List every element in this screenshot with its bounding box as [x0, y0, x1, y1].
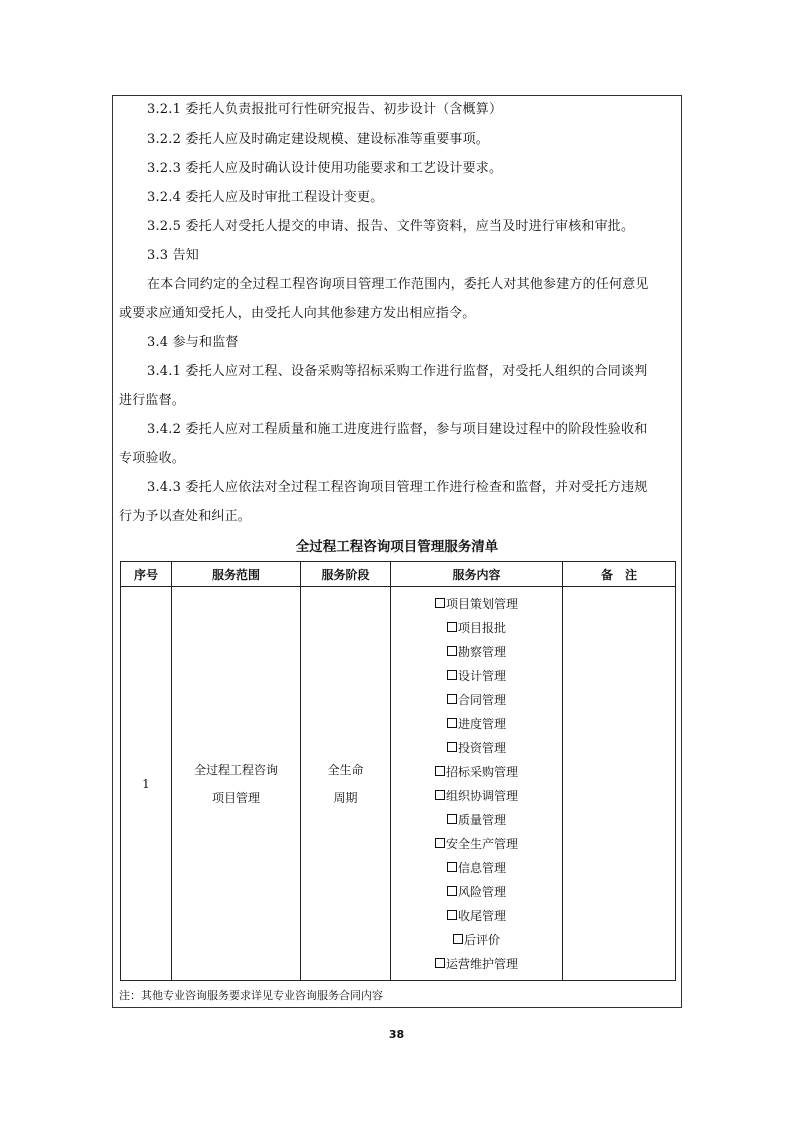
clause-3-3-text-line1: 在本合同约定的全过程工程咨询项目管理工作范围内，委托人对其他参建方的任何意见: [147, 277, 649, 292]
checkbox-icon[interactable]: [435, 598, 445, 608]
table-row: [121, 587, 676, 981]
list-item[interactable]: 招标采购管理: [391, 760, 562, 784]
list-item[interactable]: 设计管理: [391, 664, 562, 688]
header-index: 序号: [121, 562, 172, 587]
header-stage: 服务阶段: [301, 562, 391, 587]
row-stage-line1: 全生命: [327, 762, 364, 777]
list-item[interactable]: 运营维护管理: [391, 952, 562, 976]
list-item[interactable]: 组织协调管理: [391, 784, 562, 808]
checkbox-icon[interactable]: [447, 622, 457, 632]
section-3-4-heading: 3.4 参与和监督: [147, 335, 239, 350]
checkbox-icon[interactable]: [447, 718, 457, 728]
table-note: 注：其他专业咨询服务要求详见专业咨询服务合同内容: [119, 989, 383, 1002]
list-item[interactable]: 项目策划管理: [391, 592, 562, 616]
list-item[interactable]: 勘察管理: [391, 640, 562, 664]
list-item[interactable]: 项目报批: [391, 616, 562, 640]
clause-3-4-1-line2: 进行监督。: [119, 393, 186, 408]
list-item[interactable]: 风险管理: [391, 880, 562, 904]
row-scope: [172, 587, 301, 981]
row-scope-line1: 全过程工程咨询: [193, 762, 278, 777]
list-item[interactable]: 收尾管理: [391, 904, 562, 928]
list-item[interactable]: 合同管理: [391, 688, 562, 712]
row-stage-line2: 周期: [333, 790, 358, 805]
clause-3-2-2: 3.2.2 委托人应及时确定建设规模、建设标准等重要事项。: [147, 132, 490, 147]
checkbox-icon[interactable]: [447, 646, 457, 656]
clause-3-3-text-line2: 或要求应通知受托人，由受托人向其他参建方发出相应指令。: [119, 306, 476, 321]
list-item[interactable]: 后评价: [391, 928, 562, 952]
list-item[interactable]: 进度管理: [391, 712, 562, 736]
header-remark: 备 注: [563, 562, 676, 587]
row-index: 1: [121, 587, 172, 981]
checkbox-icon[interactable]: [453, 934, 463, 944]
service-table: [120, 561, 676, 981]
list-item[interactable]: 质量管理: [391, 808, 562, 832]
list-item[interactable]: 信息管理: [391, 856, 562, 880]
checkbox-icon[interactable]: [447, 862, 457, 872]
clause-3-2-3: 3.2.3 委托人应及时确认设计使用功能要求和工艺设计要求。: [147, 161, 503, 176]
checkbox-icon[interactable]: [447, 742, 457, 752]
clause-3-2-4: 3.2.4 委托人应及时审批工程设计变更。: [147, 190, 384, 205]
row-content: [391, 587, 563, 981]
section-3-3-heading: 3.3 告知: [147, 248, 200, 263]
clause-3-4-2-line1: 3.4.2 委托人应对工程质量和施工进度进行监督，参与项目建设过程中的阶段性验收和: [147, 422, 648, 437]
table-title: 全过程工程咨询项目管理服务清单: [295, 539, 499, 555]
checkbox-icon[interactable]: [435, 766, 445, 776]
list-item[interactable]: 安全生产管理: [391, 832, 562, 856]
checkbox-icon[interactable]: [435, 790, 445, 800]
clause-3-4-2-line2: 专项验收。: [119, 451, 186, 466]
clause-3-2-5: 3.2.5 委托人对受托人提交的申请、报告、文件等资料，应当及时进行审核和审批。: [147, 219, 635, 234]
checkbox-icon[interactable]: [447, 670, 457, 680]
checkbox-icon[interactable]: [435, 958, 445, 968]
table-header-row: [121, 562, 676, 587]
clause-3-4-3-line2: 行为予以查处和纠正。: [119, 509, 252, 524]
checkbox-icon[interactable]: [447, 910, 457, 920]
page-number: 38: [388, 1028, 405, 1041]
checkbox-icon[interactable]: [447, 814, 457, 824]
clause-3-2-1: 3.2.1 委托人负责报批可行性研究报告、初步设计（含概算）: [147, 102, 503, 117]
checkbox-icon[interactable]: [435, 838, 445, 848]
checkbox-icon[interactable]: [447, 694, 457, 704]
clause-3-4-1-line1: 3.4.1 委托人应对工程、设备采购等招标采购工作进行监督，对受托人组织的合同谈判: [147, 364, 648, 379]
checkbox-icon[interactable]: [447, 886, 457, 896]
row-stage: [301, 587, 391, 981]
header-content: 服务内容: [391, 562, 563, 587]
header-scope: 服务范围: [172, 562, 301, 587]
row-remark: [563, 587, 676, 981]
clause-3-4-3-line1: 3.4.3 委托人应依法对全过程工程咨询项目管理工作进行检查和监督，并对受托方违规: [147, 480, 648, 495]
list-item[interactable]: 投资管理: [391, 736, 562, 760]
row-scope-line2: 项目管理: [211, 790, 260, 805]
